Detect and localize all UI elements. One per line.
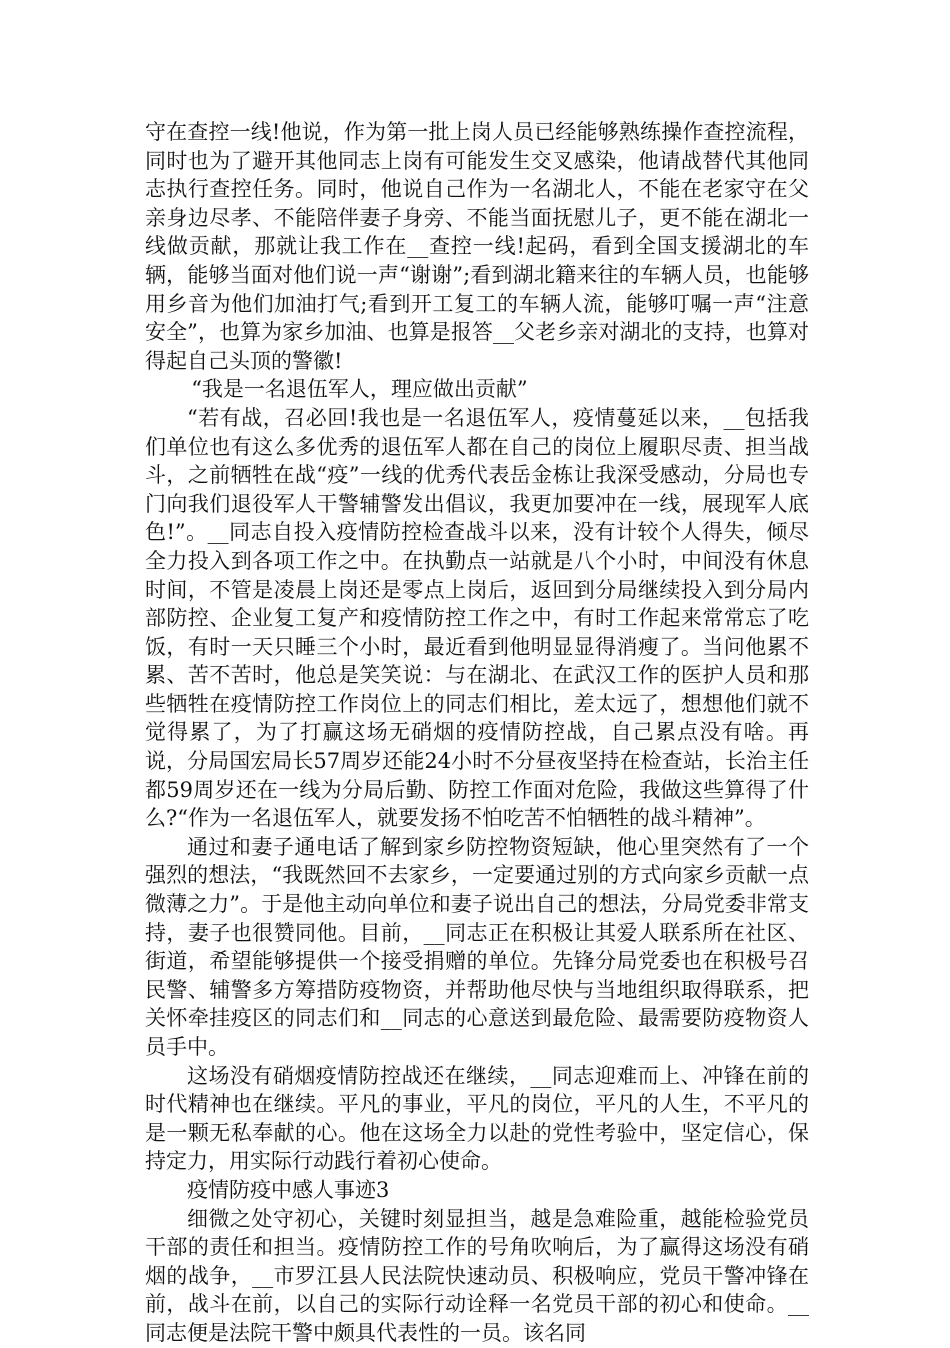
paragraph-conclusion: 这场没有硝烟疫情防控战还在继续，__同志迎难而上、冲锋在前的时代精神也在继续。平凡的事业，平凡的岗位，平凡的人生，不平凡的是一颗无私奉献的心。他在这场全力以赴的党性考验中，坚定信心，保持定力，用实际行动践行着初心使命。 [145,1063,809,1174]
section-quote-heading: “我是一名退伍军人，理应做出贡献” [191,377,528,402]
paragraph-veteran-story: “若有战，召必回!我也是一名退伍军人，疫情蔓延以来，__包括我们单位也有这么多优秀的退伍军人都在自己的岗位上履职尽责、担当战斗，之前牺牲在战“疫”一线的优秀代表岳金栋让我深受感动，分局也专门向我们退役军人干警辅警发出倡议，我更加要冲在一线，展现军人底色!”。__同志自投入疫情防控检查战斗以来，没有计较个人得失，倾尽全力投入到各项工作之中。在执勤点一站就是八个小时，中间没有休息时间，不管是凌晨上岗还是零点上岗后，返回到分局继续投入到分局内部防控、企业复工复产和疫情防控工作之中，有时工作起来常常忘了吃饭，有时一天只睡三个小时，最近看到他明显显得消瘦了。当问他累不累、苦不苦时，他总是笑笑说：与在湖北、在武汉工作的医护人员和那些牺牲在疫情防控工作岗位上的同志们相比，差太远了，想想他们就不觉得累了，为了打赢这场无硝烟的疫情防控战，自己累点没有啥。再说，分局国宏局长57周岁还能24小时不分昼夜坚持在检查站，长治主任都59周岁还在一线为分局后勤、防控工作面对危险，我做这些算得了什么?“作为一名退伍军人，就要发扬不怕吃苦不怕牺牲的战斗精神”。 [145,405,809,831]
paragraph-continuation: 守在查控一线!他说，作为第一批上岗人员已经能够熟练操作查控流程，同时也为了避开其他同志上岗有可能发生交叉感染，他请战替代其他同志执行查控任务。同时，他说自己作为一名湖北人，不能在老家守在父亲身边尽孝、不能陪伴妻子身旁、不能当面抚慰儿子，更不能在湖北一线做贡献，那就让我工作在__查控一线!起码，看到全国支援湖北的车辆，能够当面对他们说一声“谢谢”;看到湖北籍来往的车辆人员，也能够用乡音为他们加油打气;看到开工复工的车辆人流，能够叮嘱一声“注意安全”，也算为家乡加油、也算是报答__父老乡亲对湖北的支持，也算对得起自己头顶的警徽! [145,120,809,373]
paragraph-court-story: 细微之处守初心，关键时刻显担当，越是急难险重，越能检验党员干部的责任和担当。疫情防控工作的号角吹响后，为了赢得这场没有硝烟的战争，__市罗江县人民法院快速动员、积极响应，党员干警冲锋在前，战斗在前，以自己的实际行动诠释一名党员干部的初心和使命。__同志便是法院干警中颇具代表性的一员。该名同 [145,1206,809,1345]
section-title: 疫情防疫中感人事迹3 [187,1177,390,1202]
document-body [145,118,809,1348]
paragraph-donation-effort: 通过和妻子通电话了解到家乡防控物资短缺，他心里突然有了一个强烈的想法，“我既然回不去家乡，一定要通过别的方式向家乡贡献一点微薄之力”。于是他主动向单位和妻子说出自己的想法，分局党委非常支持，妻子也很赞同他。目前，__同志正在积极让其爱人联系所在社区、街道，希望能够提供一个接受捐赠的单位。先锋分局党委也在积极号召民警、辅警多方筹措防疫物资，并帮助他尽快与当地组织取得联系，把关怀牵挂疫区的同志们和__同志的心意送到最危险、最需要防疫物资人员手中。 [145,834,809,1059]
